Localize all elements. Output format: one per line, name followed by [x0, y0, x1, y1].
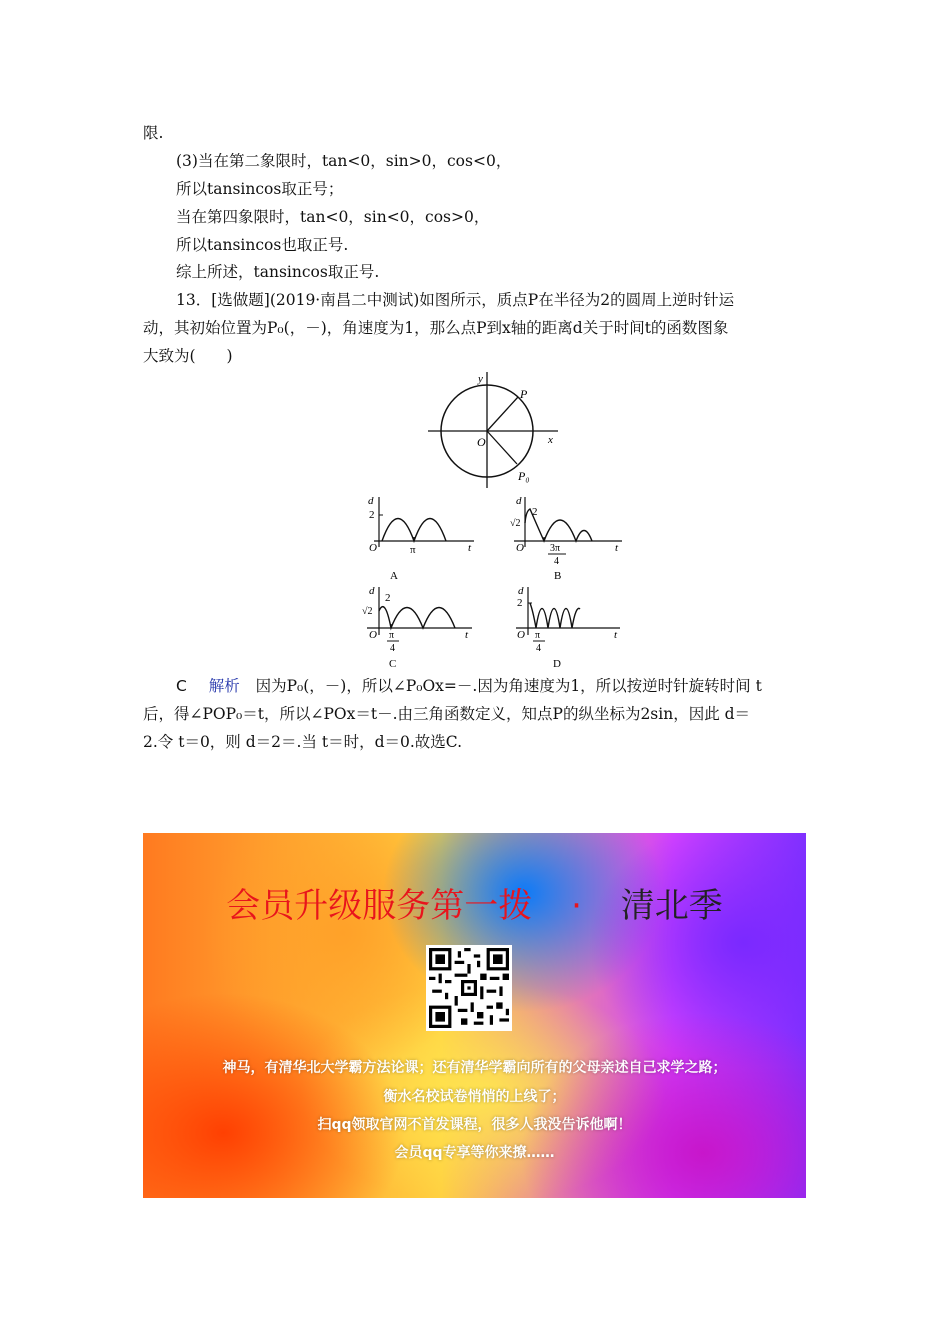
banner-title-red: 会员升级服务第一拨: [226, 886, 533, 926]
answer-text: 因为P₀(，－)，所以∠P₀Ox=－.因为角速度为1，所以按逆时针旋转时间 t: [255, 677, 762, 695]
text-line: 所以tansincos取正号；: [176, 180, 344, 198]
d-label: d: [516, 495, 522, 507]
t-label: t: [615, 542, 619, 554]
d-label: d: [369, 585, 375, 597]
x-tick-numerator: 3π: [550, 543, 561, 554]
banner-line: 神马，有清华北大学霸方法论课；还有清华学霸向所有的父母亲述自己求学之路；: [222, 1060, 727, 1076]
option-label: A: [390, 570, 398, 582]
origin-label: O: [369, 542, 377, 554]
analysis-label: 解析: [208, 677, 240, 695]
option-label: B: [554, 570, 562, 582]
text-line: 综上所述，tansincos取正号.: [176, 263, 380, 281]
origin-label: O: [369, 629, 377, 641]
option-label: D: [553, 658, 561, 670]
answer-line: 后，得∠POP₀＝t，所以∠POx＝t－.由三角函数定义，知点P的纵坐标为2sin，因此 d＝: [143, 705, 751, 723]
y-tick: 2: [532, 506, 538, 518]
x-tick-numerator: π: [535, 630, 541, 641]
question-line: 13．[选做题](2019·南昌二中测试)如图所示，质点P在半径为2的圆周上逆时针运: [176, 291, 735, 309]
t-label: t: [614, 629, 618, 641]
x-tick-denominator: 4: [554, 556, 559, 567]
y-tick: 2: [385, 592, 391, 604]
point-p0-label: P₀: [518, 469, 530, 483]
d-label: d: [368, 495, 374, 507]
x-axis-label: x: [548, 434, 553, 446]
option-b-graph: [506, 493, 631, 585]
t-label: t: [468, 542, 472, 554]
t-label: t: [465, 629, 469, 641]
banner-title: [143, 878, 806, 927]
x-tick-numerator: π: [389, 630, 395, 641]
x-tick-denominator: 4: [390, 643, 395, 654]
banner-line: 衡水名校试卷悄悄的上线了；: [383, 1089, 566, 1105]
option-c-graph: [357, 583, 482, 675]
qr-code-icon: [429, 948, 509, 1028]
banner-line: 会员qq专享等你来撩……: [394, 1145, 555, 1161]
circle-figure: [420, 368, 570, 493]
text-line: 当在第四象限时，tan<0，sin<0，cos>0，: [176, 208, 490, 226]
x-tick-denominator: 4: [536, 643, 541, 654]
question-line: 动，其初始位置为P₀(，－)，角速度为1，那么点P到x轴的距离d关于时间t的函数图象: [143, 319, 729, 337]
origin-label: O: [477, 435, 486, 449]
promo-banner[interactable]: [143, 833, 806, 1198]
d-label: d: [518, 585, 524, 597]
text-line: 限.: [143, 124, 164, 142]
text-line: (3)当在第二象限时，tan<0，sin>0，cos<0，: [176, 152, 512, 170]
option-d-graph: [508, 583, 633, 675]
y-tick: 2: [517, 597, 523, 609]
answer-line: 2.令 t＝0，则 d＝2＝.当 t＝时，d＝0.故选C.: [143, 733, 463, 751]
answer-letter: C: [176, 677, 187, 695]
option-label: C: [389, 658, 397, 670]
question-line: 大致为( ): [143, 347, 233, 365]
point-p-label: P: [520, 387, 528, 401]
option-a-graph: [362, 493, 482, 585]
text-line: 所以tansincos也取正号.: [176, 236, 349, 254]
y-tick: 2: [369, 509, 375, 521]
y-tick-sqrt2: √2: [510, 518, 521, 529]
banner-line: 扫qq领取官网不首发课程，很多人我没告诉他啊！: [317, 1117, 632, 1133]
banner-title-dot: ·: [571, 886, 582, 926]
y-axis-label: y: [478, 373, 483, 385]
qr-code[interactable]: [426, 945, 512, 1031]
origin-label: O: [517, 629, 525, 641]
banner-title-dark: 清北季: [620, 886, 723, 926]
origin-label: O: [516, 542, 524, 554]
answer-line: [176, 676, 762, 696]
x-tick: π: [410, 544, 416, 556]
y-tick-sqrt2: √2: [362, 606, 373, 617]
